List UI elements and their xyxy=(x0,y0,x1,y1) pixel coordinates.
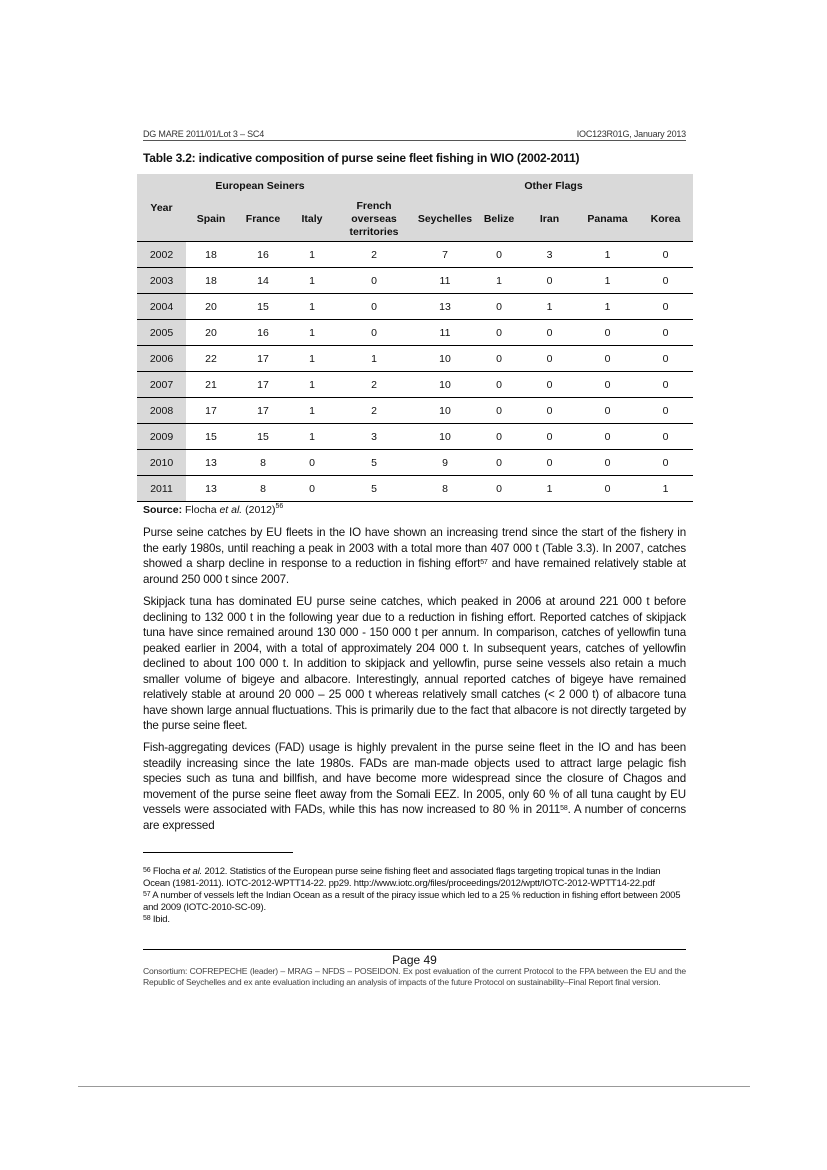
table-cell: 0 xyxy=(522,424,577,450)
column-header: French overseas territories xyxy=(334,198,414,242)
table-cell: 0 xyxy=(577,450,638,476)
table-cell: 0 xyxy=(638,268,693,294)
table-cell: 21 xyxy=(186,372,236,398)
table-cell: 1 xyxy=(290,268,334,294)
paragraph-fad: Fish-aggregating devices (FAD) usage is highly prevalent in the purse seine fleet in the IO and has been steadily increasing since the late 1980s. FADs are man-made objects used to attract large pelagic fish species such as tuna and billfish, and have become more widespread since the closure of Chagos and movement of the purse seine fleet away from the Somali EEZ. In 2005, only 60 % of all tuna caught by EU vessels were associated with FADs, while this has now increased to 80 % in 2011$^{58}$. A number of concerns are expressed xyxy=(143,741,686,832)
table-row xyxy=(137,242,693,268)
paragraph-skipjack: Skipjack tuna has dominated EU purse seine catches, which peaked in 2006 at around 221 000 t before declining to 132 000 t in the following year due to a reduction in fishing effort. Reported catches of skipjack tuna have since remained around 130 000 - 150 000 t per annum. In comparison, catches of yellowfin tuna peaked earlier in 2004, with a total of approximately 204 000 t. In subsequent years, catches of yellowfin declined to about 100 000 t. In addition to skipjack and yellowfin, purse seine vessels also retain a much smaller volume of bigeye and albacore. Interestingly, annual reported catches of bigeye have remained relatively stable at around 20 000 – 25 000 t whereas relatively small catches (< 2 000 t) of albacore tuna have shown large annual fluctuations. This is primarily due to the fact that albacore is not directly targeted by the purse seine fleet. xyxy=(143,595,686,732)
footnote-ref[interactable]: 56 xyxy=(275,503,284,510)
table-cell: 2 xyxy=(334,242,414,268)
year-cell: 2004 xyxy=(137,294,186,320)
table-cell: 0 xyxy=(476,242,522,268)
footnotes xyxy=(143,866,686,926)
table-row xyxy=(137,450,693,476)
table-cell: 16 xyxy=(236,320,290,346)
table-cell: 10 xyxy=(414,424,476,450)
table-cell: 17 xyxy=(236,398,290,424)
other-flags-group-header: Other Flags xyxy=(414,174,693,198)
table-cell: 7 xyxy=(414,242,476,268)
table-row xyxy=(137,268,693,294)
year-cell: 2009 xyxy=(137,424,186,450)
table-cell: 1 xyxy=(290,242,334,268)
table-cell: 0 xyxy=(476,320,522,346)
table-cell: 0 xyxy=(476,398,522,424)
column-header: Seychelles xyxy=(414,198,476,242)
table-cell: 1 xyxy=(577,242,638,268)
table-cell: 17 xyxy=(236,372,290,398)
paragraph-catches: Purse seine catches by EU fleets in the IO have shown an increasing trend since the start of the fishery in the early 1980s, until reaching a peak in 2003 with a total more than 407 000 t (Table 3.3). In 2007, catches showed a sharp decline in response to a reduction in fishing effort$^{57}$ and have remained relatively stable at around 250 000 t since 2007. xyxy=(143,526,686,586)
column-header: Italy xyxy=(290,198,334,242)
footnote-ref[interactable]: 57 xyxy=(480,559,488,566)
table-cell: 1 xyxy=(577,268,638,294)
table-cell: 1 xyxy=(476,268,522,294)
table-cell: 0 xyxy=(476,450,522,476)
footnote: $^{57}$ A number of vessels left the Indian Ocean as a result of the piracy issue which led to a 25 % reduction in fishing effort between 2005 and 2009 (IOTC-2010-SC-09). xyxy=(143,890,681,913)
table-cell: 0 xyxy=(638,372,693,398)
year-cell: 2010 xyxy=(137,450,186,476)
footnote: $^{56}$ Flocha et al. 2012. Statistics of the European purse seine fishing fleet and associated flags targeting tropical tunas in the Indian Ocean (1981-2011). IOTC-2012-WPTT14-22. pp29. http://www.iotc.org/files/proceedings/2012/wptt/IOTC-2012-WPTT14-22.pdf xyxy=(143,866,661,889)
table-cell: 9 xyxy=(414,450,476,476)
table-row xyxy=(137,372,693,398)
table-cell: 0 xyxy=(638,398,693,424)
table-cell: 0 xyxy=(638,450,693,476)
table-cell: 0 xyxy=(522,268,577,294)
table-cell: 0 xyxy=(638,320,693,346)
table-cell: 13 xyxy=(186,450,236,476)
table-cell: 13 xyxy=(186,476,236,502)
table-cell: 3 xyxy=(522,242,577,268)
year-cell: 2011 xyxy=(137,476,186,502)
table-cell: 0 xyxy=(522,398,577,424)
footnote-separator xyxy=(143,852,293,853)
table-cell: 1 xyxy=(522,476,577,502)
table-cell: 0 xyxy=(638,242,693,268)
table-cell: 18 xyxy=(186,242,236,268)
table-cell: 15 xyxy=(236,294,290,320)
table-cell: 1 xyxy=(290,346,334,372)
table-cell: 3 xyxy=(334,424,414,450)
table-cell: 17 xyxy=(186,398,236,424)
table-cell: 1 xyxy=(290,372,334,398)
footnote-ref[interactable]: 58 xyxy=(560,805,568,812)
table-cell: 8 xyxy=(236,450,290,476)
table-cell: 0 xyxy=(522,450,577,476)
table-cell: 10 xyxy=(414,372,476,398)
table-cell: 5 xyxy=(334,476,414,502)
footnote: $^{58}$ Ibid. xyxy=(143,914,170,925)
table-cell: 1 xyxy=(290,398,334,424)
table-cell: 1 xyxy=(638,476,693,502)
table-cell: 17 xyxy=(236,346,290,372)
table-cell: 0 xyxy=(334,320,414,346)
table-cell: 15 xyxy=(186,424,236,450)
table-cell: 8 xyxy=(236,476,290,502)
table-cell: 1 xyxy=(290,424,334,450)
table-cell: 0 xyxy=(638,424,693,450)
table-cell: 0 xyxy=(577,346,638,372)
year-cell: 2002 xyxy=(137,242,186,268)
table-cell: 0 xyxy=(476,294,522,320)
table-row xyxy=(137,424,693,450)
table-cell: 22 xyxy=(186,346,236,372)
year-cell: 2006 xyxy=(137,346,186,372)
table-cell: 14 xyxy=(236,268,290,294)
year-cell: 2005 xyxy=(137,320,186,346)
column-header: Iran xyxy=(522,198,577,242)
header-rule xyxy=(143,140,686,141)
header-right: IOC123R01G, January 2013 xyxy=(576,129,686,139)
table-row xyxy=(137,398,693,424)
table-cell: 1 xyxy=(522,294,577,320)
table-cell: 20 xyxy=(186,294,236,320)
column-header: Panama xyxy=(577,198,638,242)
table-cell: 1 xyxy=(290,294,334,320)
column-header: Spain xyxy=(186,198,236,242)
table-cell: 16 xyxy=(236,242,290,268)
table-cell: 1 xyxy=(290,320,334,346)
table-source: Source: Flocha et al. $(2012)^{56}$ xyxy=(143,503,284,516)
footer-rule xyxy=(143,949,686,950)
consortium-footer: Consortium: COFREPECHE (leader) – MRAG – NFDS – POSEIDON. Ex post evaluation of the current Protocol to the FPA between the EU and the Republic of Seychelles and ex ante evaluation including an analysis of impacts of the future Protocol on sustainability–Final Report final version. xyxy=(143,966,686,987)
header-left: DG MARE 2011/01/Lot 3 – SC4 xyxy=(143,129,264,139)
table-cell: 0 xyxy=(638,346,693,372)
table-cell: 0 xyxy=(334,294,414,320)
table-cell: 0 xyxy=(290,476,334,502)
table-caption: Table 3.2: indicative composition of purse seine fleet fishing in WIO (2002-2011) xyxy=(143,151,580,165)
table-cell: 8 xyxy=(414,476,476,502)
table-cell: 2 xyxy=(334,372,414,398)
table-cell: 0 xyxy=(577,476,638,502)
fleet-composition-table xyxy=(137,174,693,502)
table-cell: 0 xyxy=(638,294,693,320)
year-column-header: Year xyxy=(137,174,186,242)
table-cell: 0 xyxy=(577,398,638,424)
table-cell: 2 xyxy=(334,398,414,424)
page-bottom-rule xyxy=(78,1086,750,1087)
table-cell: 20 xyxy=(186,320,236,346)
table-cell: 0 xyxy=(577,320,638,346)
table-body xyxy=(137,242,693,502)
table-cell: 5 xyxy=(334,450,414,476)
table-cell: 0 xyxy=(476,346,522,372)
table-cell: 0 xyxy=(522,346,577,372)
table-cell: 0 xyxy=(476,372,522,398)
table-cell: 0 xyxy=(476,476,522,502)
table-cell: 10 xyxy=(414,398,476,424)
table-row xyxy=(137,476,693,502)
table-row xyxy=(137,294,693,320)
table-cell: 0 xyxy=(522,372,577,398)
running-header xyxy=(143,127,686,141)
table-cell: 11 xyxy=(414,320,476,346)
table-cell: 18 xyxy=(186,268,236,294)
table-cell: 0 xyxy=(334,268,414,294)
table-cell: 1 xyxy=(577,294,638,320)
table-cell: 13 xyxy=(414,294,476,320)
year-cell: 2008 xyxy=(137,398,186,424)
page-number: Page 49 xyxy=(392,953,437,967)
european-seiners-group-header: European Seiners xyxy=(186,174,334,198)
table-cell: 0 xyxy=(522,320,577,346)
table-cell: 11 xyxy=(414,268,476,294)
table-cell: 0 xyxy=(476,424,522,450)
table-cell: 0 xyxy=(577,372,638,398)
year-cell: 2007 xyxy=(137,372,186,398)
table-cell: 0 xyxy=(577,424,638,450)
column-header: Belize xyxy=(476,198,522,242)
year-cell: 2003 xyxy=(137,268,186,294)
table-cell: 1 xyxy=(334,346,414,372)
column-header: France xyxy=(236,198,290,242)
table-cell: 10 xyxy=(414,346,476,372)
table-cell: 0 xyxy=(290,450,334,476)
table-row xyxy=(137,346,693,372)
column-header: Korea xyxy=(638,198,693,242)
table-cell: 15 xyxy=(236,424,290,450)
table-row xyxy=(137,320,693,346)
